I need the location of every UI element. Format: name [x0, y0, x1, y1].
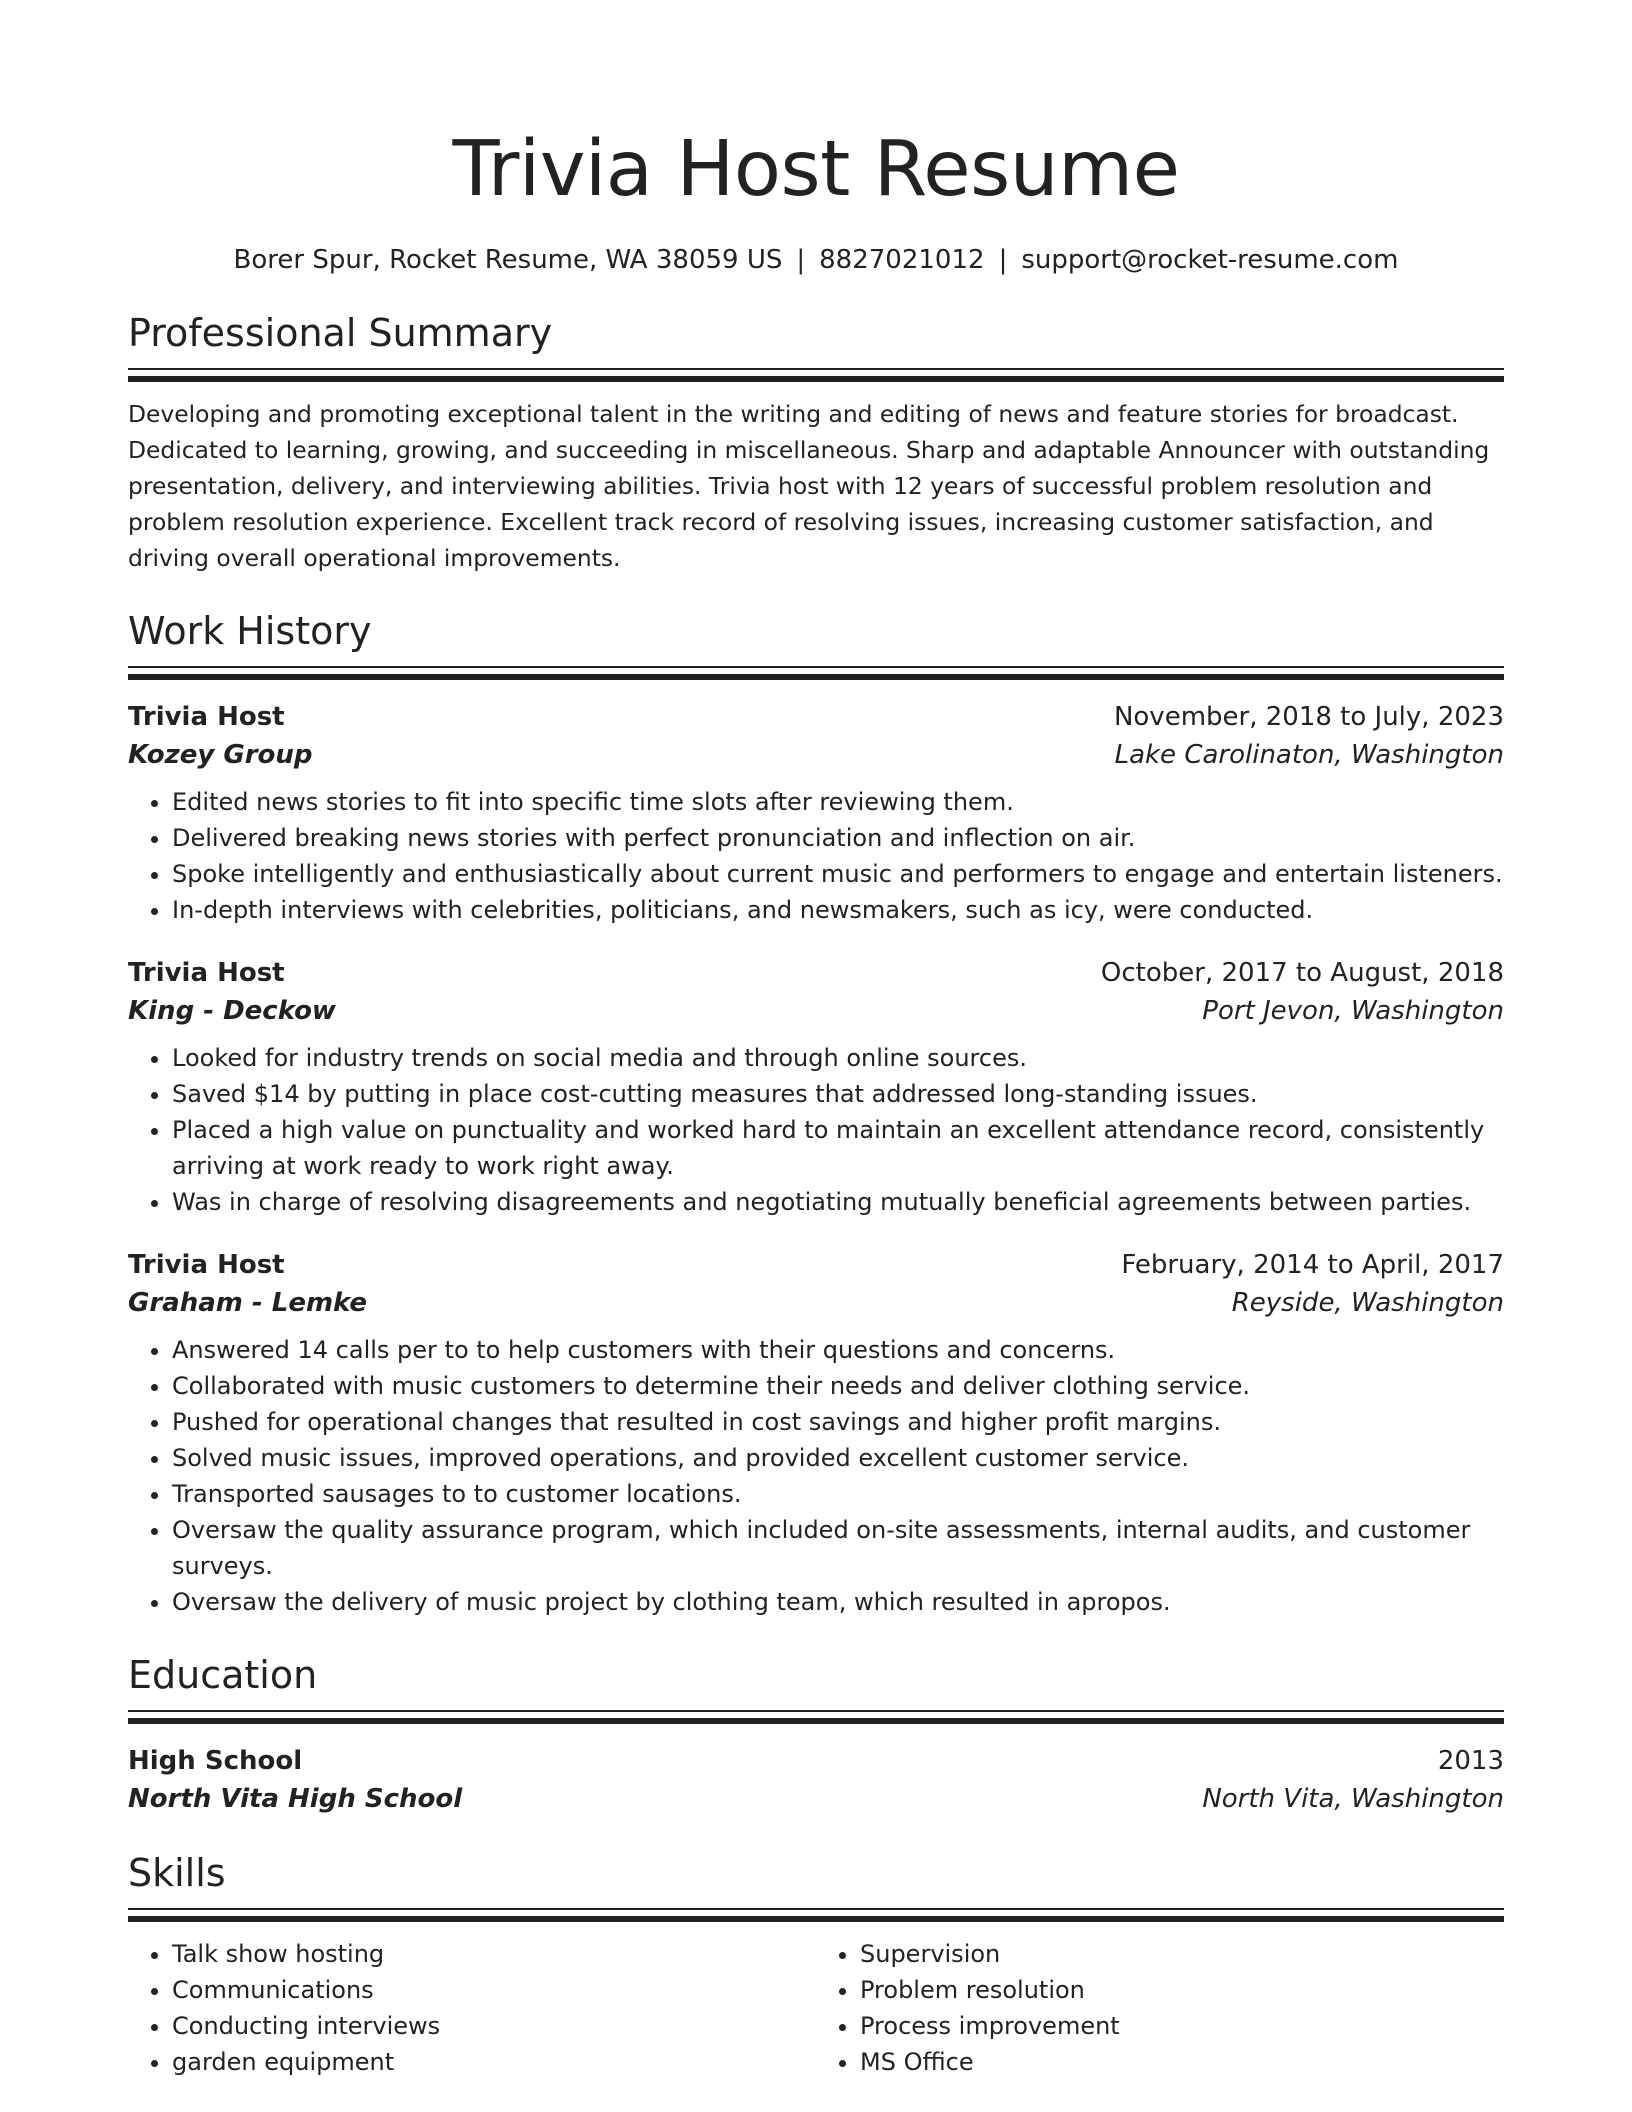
job-company: Graham - Lemke	[128, 1288, 368, 1318]
section-heading-education: Education	[128, 1653, 318, 1697]
section-heading-summary: Professional Summary	[128, 311, 553, 355]
list-item: • Edited news stories to fit into specific time slots after reviewing them.	[172, 784, 1504, 820]
contact-separator: |	[796, 245, 806, 275]
education-section	[128, 1650, 1504, 1818]
section-divider	[128, 1908, 1504, 1922]
list-item: • Pushed for operational changes that resulted in cost savings and higher profit margins.	[172, 1404, 1504, 1440]
job-duties-list	[128, 784, 1504, 928]
summary-text: Developing and promoting exceptional talent in the writing and editing of news and feature stories for broadcast. Dedicated to learning, growing, and succeeding in miscellaneous. Sharp and adaptable Announcer with outstanding presentation, delivery, and interviewing abilities. Trivia host with 12 years of successful problem resolution and problem resolution experience. Excellent track record of resolving issues, increasing customer satisfaction, and driving overall operational improvements.	[128, 400, 1490, 572]
education-year: 2013	[1437, 1746, 1504, 1776]
skill-item: • Communications	[172, 1972, 816, 2008]
work-history-section	[128, 606, 1504, 1620]
job-entry	[128, 1246, 1504, 1620]
list-item: • Oversaw the delivery of music project by clothing team, which resulted in apropos.	[172, 1584, 1504, 1620]
job-title: Trivia Host	[128, 958, 285, 988]
list-item: • Solved music issues, improved operations, and provided excellent customer service.	[172, 1440, 1504, 1476]
section-divider	[128, 666, 1504, 680]
list-item: • Saved $14 by putting in place cost-cutting measures that addressed long-standing issues.	[172, 1076, 1504, 1112]
education-entry	[128, 1742, 1504, 1818]
skills-list-left	[128, 1936, 816, 2080]
job-location: Lake Carolinaton, Washington	[1114, 740, 1504, 770]
contact-separator: |	[998, 245, 1008, 275]
list-item: • Transported sausages to to customer locations.	[172, 1476, 1504, 1512]
job-location: Port Jevon, Washington	[1202, 996, 1504, 1026]
list-item: • Collaborated with music customers to determine their needs and deliver clothing service.	[172, 1368, 1504, 1404]
contact-phone: 8827021012	[819, 245, 985, 275]
skill-item: • Talk show hosting	[172, 1936, 816, 1972]
list-item: • In-depth interviews with celebrities, politicians, and newsmakers, such as icy, were conducted.	[172, 892, 1504, 928]
section-heading-work-history: Work History	[128, 609, 372, 653]
list-item: • Answered 14 calls per to to help customers with their questions and concerns.	[172, 1332, 1504, 1368]
education-school: North Vita High School	[128, 1784, 463, 1814]
section-divider	[128, 1710, 1504, 1724]
list-item: • Delivered breaking news stories with perfect pronunciation and inflection on air.	[172, 820, 1504, 856]
job-company: Kozey Group	[128, 740, 313, 770]
list-item: • Looked for industry trends on social media and through online sources.	[172, 1040, 1504, 1076]
skills-list-right	[816, 1936, 1504, 2080]
skill-item: • Process improvement	[860, 2008, 1504, 2044]
list-item: • Was in charge of resolving disagreements and negotiating mutually beneficial agreements between parties.	[172, 1184, 1504, 1220]
skill-item: • Supervision	[860, 1936, 1504, 1972]
skills-section	[128, 1848, 1504, 2080]
list-item: • Placed a high value on punctuality and worked hard to maintain an excellent attendance record, consistently arriving at work ready to work right away.	[172, 1112, 1504, 1184]
job-dates: November, 2018 to July, 2023	[1113, 702, 1504, 732]
job-duties-list	[128, 1040, 1504, 1220]
job-entry	[128, 698, 1504, 928]
skills-grid	[128, 1936, 1504, 2080]
list-item: • Spoke intelligently and enthusiastically about current music and performers to engage and entertain listeners.	[172, 856, 1504, 892]
skill-item: • MS Office	[860, 2044, 1504, 2080]
job-title: Trivia Host	[128, 1250, 285, 1280]
job-dates: February, 2014 to April, 2017	[1121, 1250, 1504, 1280]
job-location: Reyside, Washington	[1231, 1288, 1504, 1318]
contact-email: support@rocket-resume.com	[1021, 245, 1399, 275]
job-title: Trivia Host	[128, 702, 285, 732]
contact-address: Borer Spur, Rocket Resume, WA 38059 US	[233, 245, 783, 275]
contact-line	[128, 242, 1504, 278]
job-entry	[128, 954, 1504, 1220]
job-duties-list	[128, 1332, 1504, 1620]
skill-item: • Problem resolution	[860, 1972, 1504, 2008]
section-heading-skills: Skills	[128, 1851, 226, 1895]
education-location: North Vita, Washington	[1202, 1784, 1504, 1814]
job-dates: October, 2017 to August, 2018	[1100, 958, 1504, 988]
job-company: King - Deckow	[128, 996, 336, 1026]
skill-item: • garden equipment	[172, 2044, 816, 2080]
summary-section	[128, 308, 1504, 576]
education-degree: High School	[128, 1746, 303, 1776]
page-title: Trivia Host Resume	[452, 125, 1180, 214]
section-divider	[128, 368, 1504, 382]
list-item: • Oversaw the quality assurance program, which included on-site assessments, internal audits, and customer surveys.	[172, 1512, 1504, 1584]
skill-item: • Conducting interviews	[172, 2008, 816, 2044]
